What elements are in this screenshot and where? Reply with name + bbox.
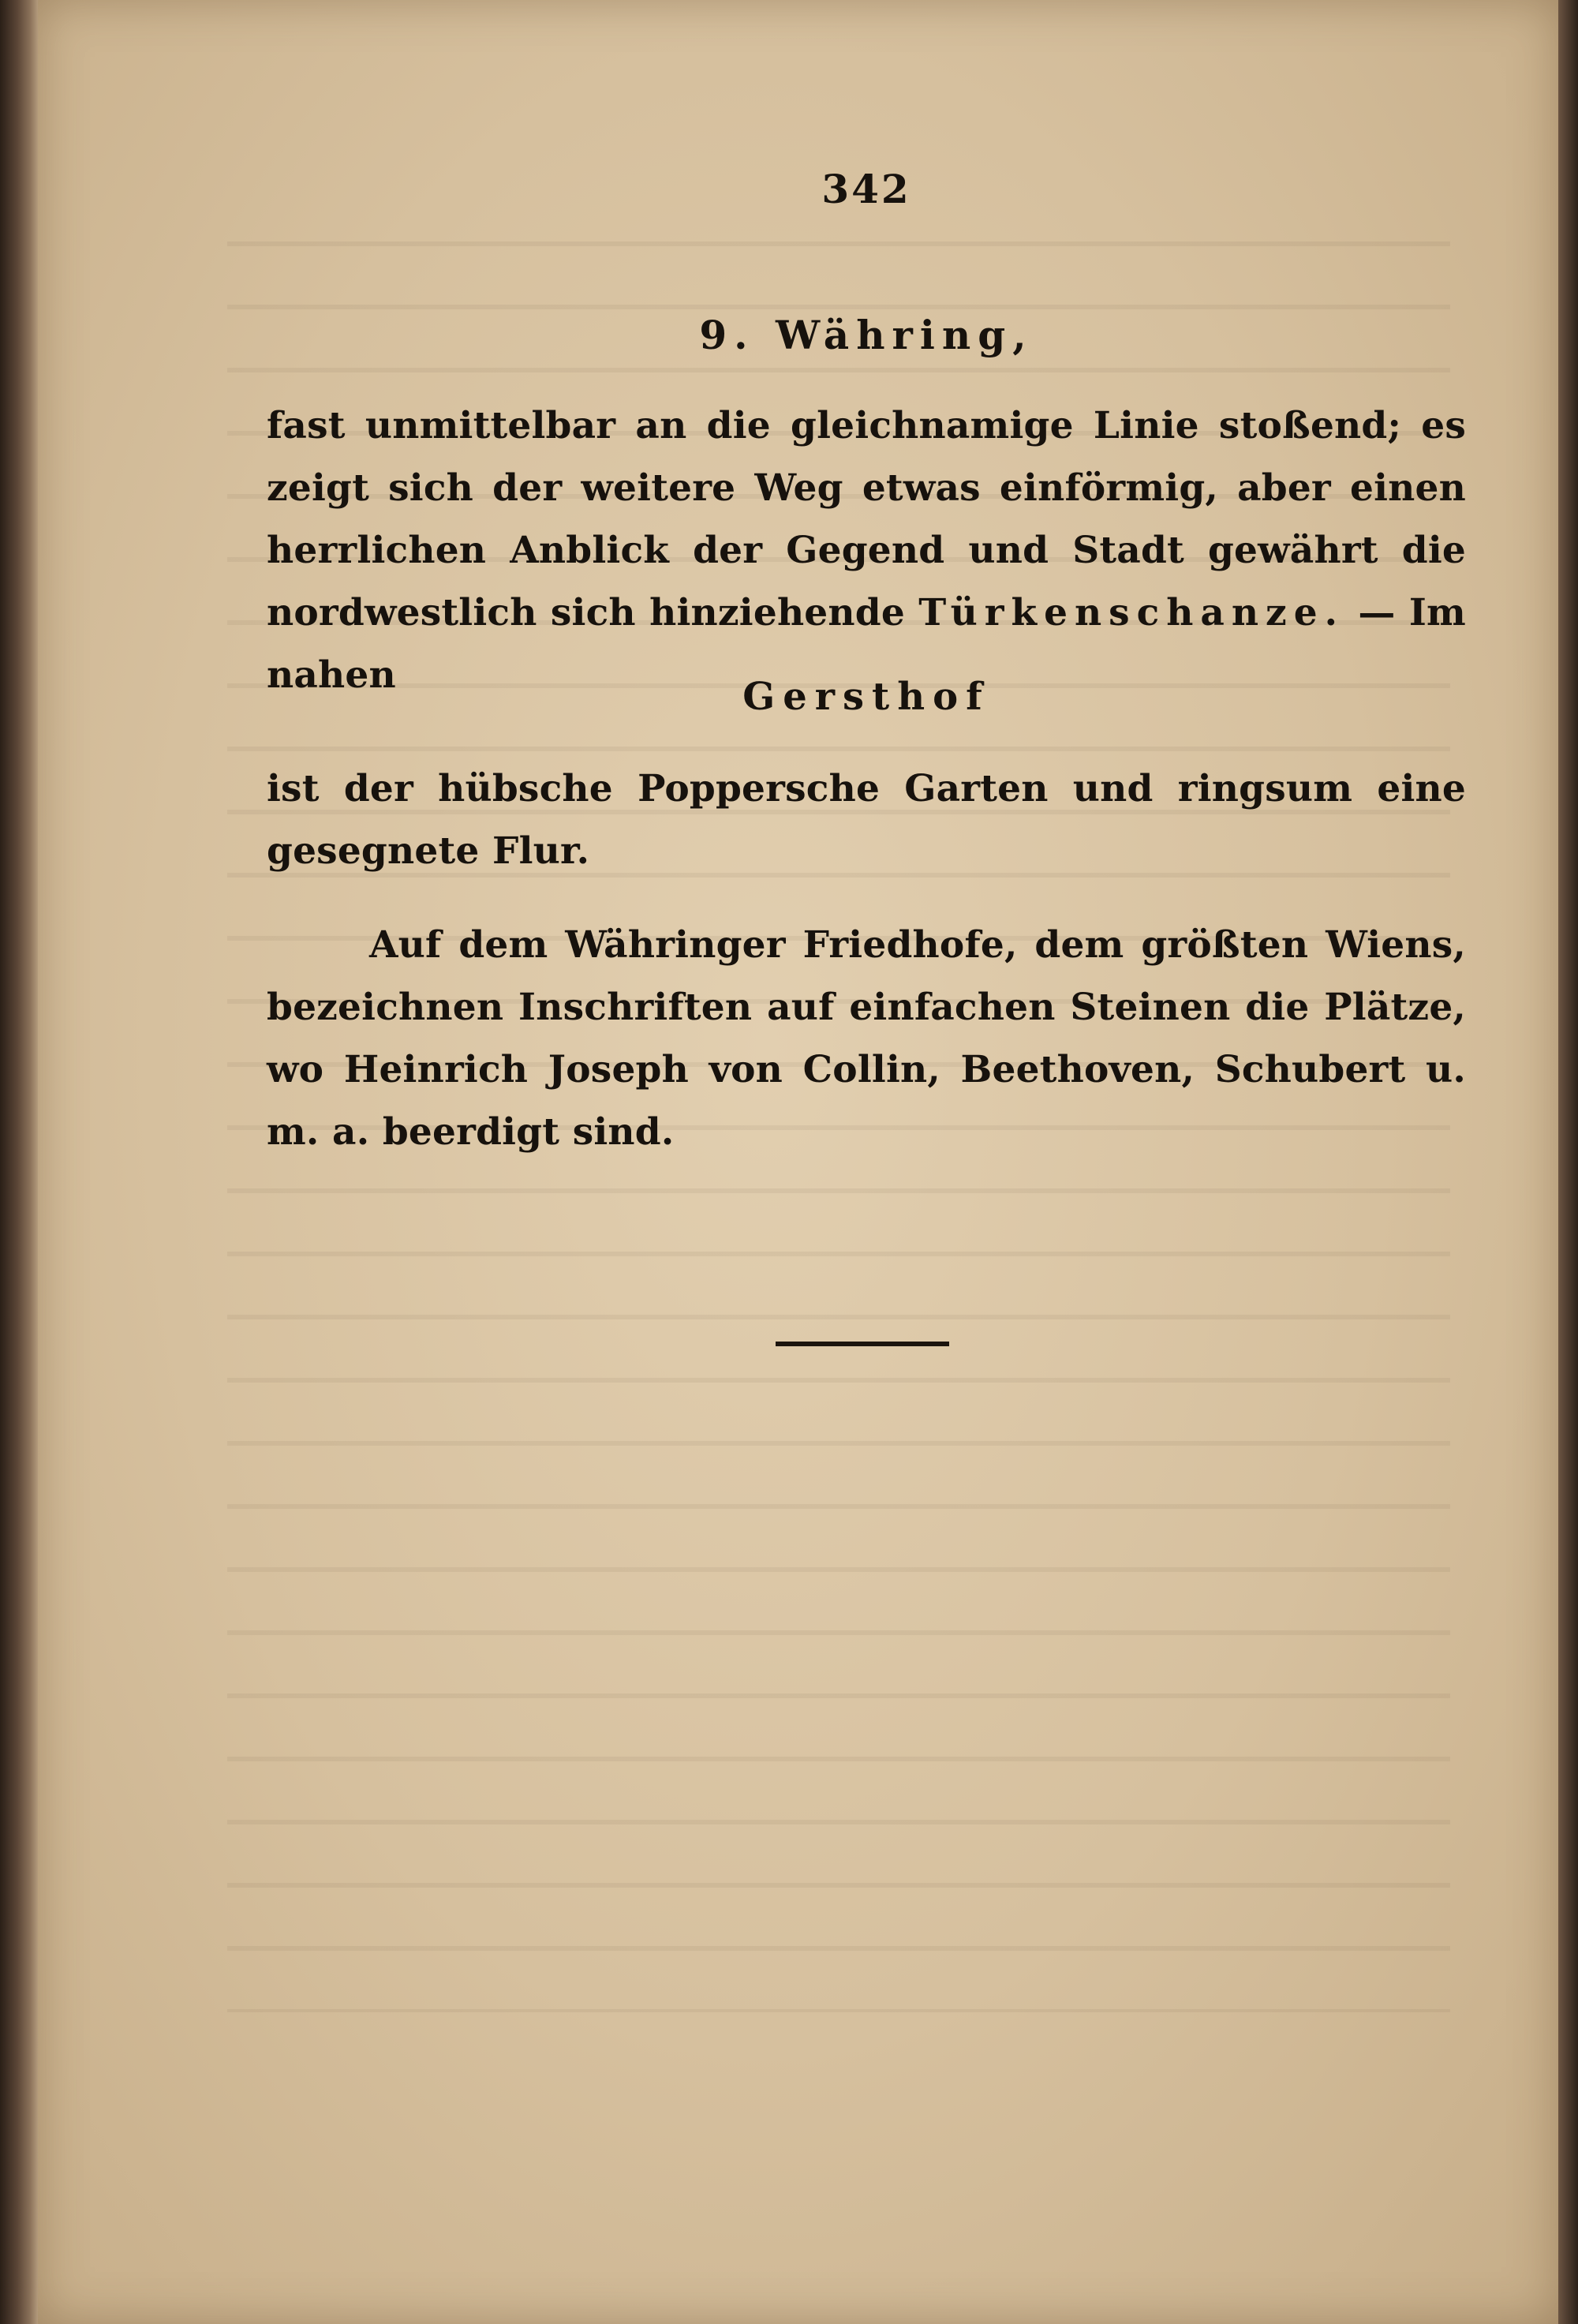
book-binding-right [1558,0,1578,2324]
section-heading: 9. Währing, [699,312,1034,358]
paragraph-2: ist der hübsche Poppersche Garten und ringsum eine gesegnete Flur. [267,767,1466,873]
paragraph-1-text: fast unmittelbar an die gleichnamige Linie stoßend; es zeigt sich der weitere Weg etwas einförmig, aber einen herrlichen Anblick der Gegend und Stadt gewährt die nordwestlich sich hinziehende [267,404,1466,634]
paragraph-1-ending: — Im nahen [267,591,1466,697]
spaced-term: Türkenschanze. [918,591,1345,634]
page-number: 342 [821,166,911,212]
book-binding-left [0,0,38,2324]
paragraph-3: Auf dem Währinger Friedhofe, dem größten Wiens, bezeichnen Inschriften auf einfachen Steinen die Plätze, wo Heinrich Joseph von Collin, Beethoven, Schubert u. m. a. beerdigt sind. [267,923,1466,1154]
place-subheading: Gersthof [742,675,990,719]
paragraph-1 [267,395,1466,706]
section-end-rule [776,1342,949,1346]
book-page [38,0,1558,2324]
